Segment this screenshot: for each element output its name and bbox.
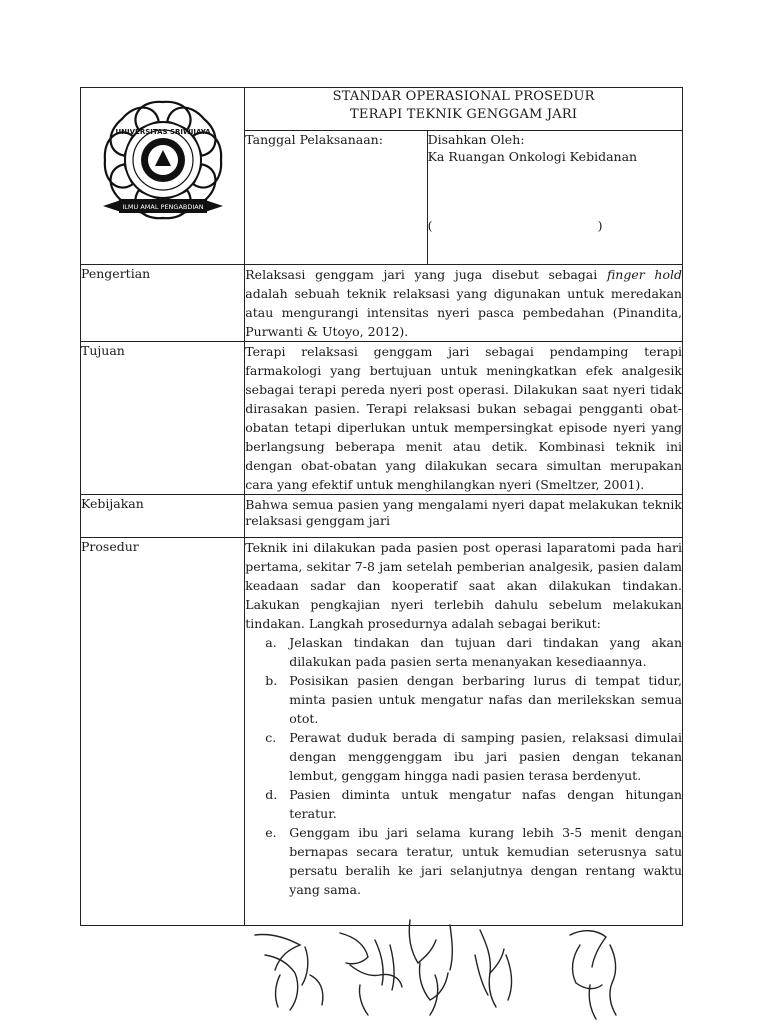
hand-4-outline [480, 930, 504, 973]
list-item [265, 823, 682, 899]
kebijakan-label: Kebijakan [81, 495, 245, 538]
list-item [265, 671, 682, 728]
hand-2-outline [340, 933, 368, 964]
header-title-cell [245, 88, 683, 131]
row-kebijakan [81, 495, 683, 538]
prosedur-steps [245, 633, 682, 899]
disahkan-cell [427, 130, 682, 264]
title-line-1: STANDAR OPERASIONAL PROSEDUR [332, 89, 595, 104]
pengertian-text [245, 265, 683, 342]
step-text: Jelaskan tindakan dan tujuan dari tindakan yang akan dilakukan pada pasien serta menanyakan kesediaannya. [289, 635, 682, 669]
pengertian-text-post: adalah sebuah teknik relaksasi yang digunakan untuk meredakan atau mengurangi intensitas nyeri pasca pembedahan (Pinandita, Purwanti & Utoyo, 2012). [245, 286, 682, 339]
row-pengertian [81, 265, 683, 342]
hand-1-outline [255, 934, 300, 970]
prosedur-label: Prosedur [81, 538, 245, 926]
step-marker: c. [265, 730, 277, 745]
pengertian-text-pre: Relaksasi genggam jari yang juga disebut sebagai [245, 267, 607, 282]
list-item [265, 633, 682, 671]
step-marker: a. [265, 635, 277, 650]
sop-document [80, 87, 683, 926]
hand-3-outline [409, 920, 436, 963]
signature-line [428, 217, 682, 235]
tanggal-cell [245, 130, 427, 264]
title-line-2: TERAPI TEKNIK GENGGAM JARI [350, 107, 578, 122]
row-prosedur [81, 538, 683, 926]
university-logo [81, 88, 245, 260]
step-text: Perawat duduk berada di samping pasien, relaksasi dimulai dengan menggenggam ibu jari pasien dengan tekanan lembut, genggam hingga nadi pasien terasa berdenyut. [289, 730, 682, 783]
disahkan-label: Disahkan Oleh: [427, 131, 525, 147]
step-text: Posisikan pasien dengan berbaring lurus di tempat tidur, minta pasien untuk mengatur nafas dan merilekskan semua otot. [289, 673, 682, 726]
tujuan-label: Tujuan [81, 342, 245, 495]
prosedur-intro: Teknik ini dilakukan pada pasien post operasi laparatomi pada hari pertama, sekitar 7-8 jam setelah pemberian analgesik, pasien dalam keadaan sadar dan kooperatif saat akan dilakukan tindakan. Lakukan pengkajian nyeri terlebih dahulu sebelum melakukan tindakan. Langkah prosedurnya adalah sebagai berikut: [245, 540, 682, 631]
tanggal-label: Tanggal Pelaksanaan: [245, 131, 383, 147]
hand-5-outline [570, 931, 606, 967]
logo-cell [81, 88, 245, 265]
disahkan-by: Ka Ruangan Onkologi Kebidanan [427, 148, 638, 164]
step-marker: b. [265, 673, 278, 688]
row-tujuan [81, 342, 683, 495]
prosedur-body [245, 538, 683, 926]
tujuan-text: Terapi relaksasi genggam jari sebagai pendamping terapi farmakologi yang bertujuan untuk meningkatkan efek analgesik sebagai terapi pereda nyeri post operasi. Dilakukan saat nyeri tidak dirasakan pasien. Terapi relaksasi bukan sebagai pengganti obat-obatan tetapi diperlukan untuk mempersingkat episode nyeri yang berlangsung beberapa menit atau detik. Kombinasi teknik ini dengan obat-obatan yang dilakukan secara simultan merupakan cara yang efektif untuk menghilangkan nyeri (Smeltzer, 2001). [245, 342, 683, 495]
signature-close: ) [597, 217, 603, 233]
step-marker: d. [265, 787, 278, 802]
list-item [265, 785, 682, 823]
hand-illustration [250, 915, 690, 1024]
pengertian-text-italic: finger hold [606, 267, 682, 282]
step-marker: e. [265, 825, 277, 840]
step-text: Pasien diminta untuk mengatur nafas dengan hitungan teratur. [289, 787, 682, 821]
header-row-title [81, 88, 683, 131]
list-item [265, 728, 682, 785]
sop-table [80, 87, 683, 926]
signature-open: ( [427, 217, 433, 233]
logo-top-text: UNIVERSITAS SRIWIJAYA [115, 128, 211, 136]
step-text: Genggam ibu jari selama kurang lebih 3-5 menit dengan bernapas secara teratur, untuk kemudian seterusnya satu persatu beralih ke jari selanjutnya dengan rentang waktu yang sama. [289, 825, 682, 897]
pengertian-label: Pengertian [81, 265, 245, 342]
kebijakan-text: Bahwa semua pasien yang mengalami nyeri dapat melakukan teknik relaksasi genggam jari [245, 495, 683, 538]
logo-ribbon-text: ILMU AMAL PENGABDIAN [122, 203, 204, 211]
